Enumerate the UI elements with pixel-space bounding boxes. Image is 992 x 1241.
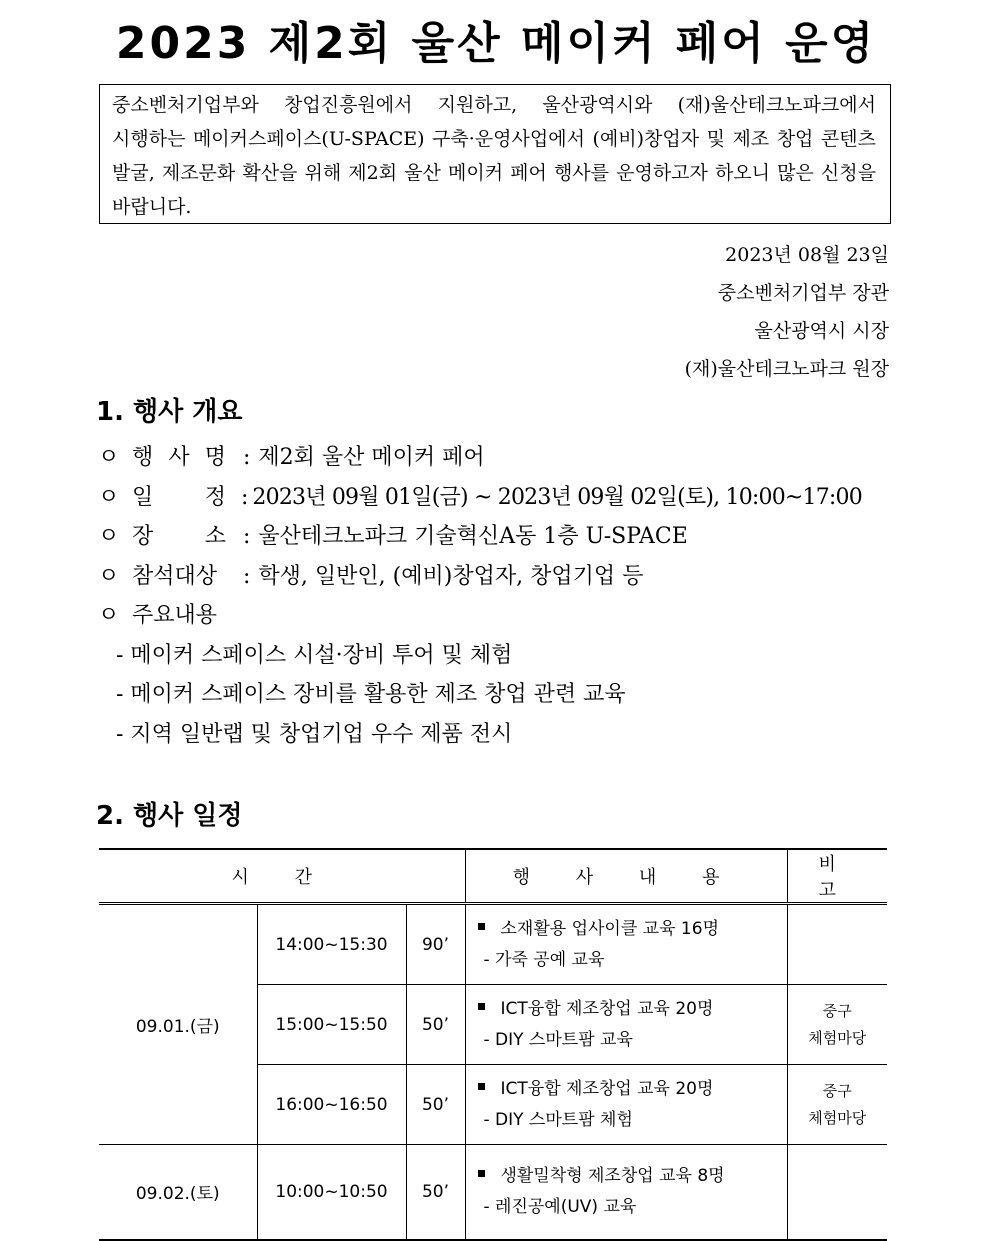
overview-label: [132, 438, 226, 478]
square-bullet-icon: [478, 1083, 485, 1090]
row-content: [465, 1145, 787, 1240]
square-bullet-icon: [478, 923, 485, 930]
overview-subitem: - 지역 일반랩 및 창업기업 우수 제품 전시: [116, 721, 513, 747]
section1-heading: 1. 행사 개요: [96, 397, 243, 427]
label-char: 장: [132, 524, 154, 549]
label-char: 사: [168, 445, 190, 470]
content-detail: - 가죽 공예 교육: [483, 949, 605, 970]
overview-label: [132, 517, 226, 557]
schedule-table: [99, 848, 887, 1241]
intro-text: 중소벤처기업부와 창업진흥원에서 지원하고, 울산광역시와 (재)울산테크노파크에서 시행하는 메이커스페이스(U-SPACE) 구축·운영사업에서 (예비)창업자 및 제조 창업 콘텐츠 발굴, 제조문화 확산을 위해 제2회 울산 메이커 페어 행사를 운영하고자 하오니 많은 신청을 바랍니다.: [112, 94, 876, 218]
overview-separator: :: [243, 524, 251, 549]
label-char: 정: [204, 484, 226, 510]
row-time: 10:00~10:50: [257, 1145, 406, 1240]
content-detail: - DIY 스마트팜 체험: [483, 1109, 633, 1130]
content-title: ICT융합 제조창업 교육 20명: [500, 1078, 714, 1099]
note-line: 중구: [822, 1001, 852, 1020]
overview-item-date: [98, 478, 862, 518]
square-bullet-icon: [478, 1003, 485, 1010]
square-bullet-icon: [478, 1170, 485, 1177]
row-content: [465, 1065, 787, 1145]
row-content: [465, 904, 787, 985]
bullet-icon: ㅇ: [98, 524, 120, 549]
content-title: ICT융합 제조창업 교육 20명: [500, 998, 714, 1019]
document-title: 2023 제2회 울산 메이커 페어 운영: [115, 18, 877, 69]
label-char: 일: [132, 484, 154, 510]
row-time: 14:00~15:30: [257, 904, 406, 985]
overview-value: 2023년 09월 01일(금) ~ 2023년 09월 02일(토), 10:00~17:00: [252, 484, 862, 510]
overview-label: [132, 478, 226, 518]
row-date: 09.01.(금): [99, 904, 257, 1145]
row-duration: 90’: [406, 904, 465, 985]
content-title: 생활밀착형 제조창업 교육 8명: [500, 1165, 725, 1186]
overview-subitem: - 메이커 스페이스 시설·장비 투어 및 체험: [116, 642, 513, 668]
content-title: 소재활용 업사이클 교육 16명: [500, 918, 719, 939]
overview-item-target: [98, 557, 862, 597]
table-row: [99, 904, 887, 985]
label-char: 행: [132, 445, 154, 470]
signature-line: 울산광역시 시장: [754, 320, 889, 342]
note-line: 체험마당: [808, 1028, 867, 1047]
table-header-row: [99, 849, 887, 904]
row-note: [787, 985, 887, 1065]
row-duration: 50’: [406, 1145, 465, 1240]
overview-subitem: - 메이커 스페이스 장비를 활용한 제조 창업 관련 교육: [116, 682, 626, 707]
overview-label: 주요내용: [132, 603, 218, 628]
intro-box: [99, 84, 891, 224]
overview-list: [98, 438, 862, 754]
overview-item-main: [98, 596, 862, 636]
note-line: 중구: [822, 1081, 852, 1100]
content-detail: - DIY 스마트팜 교육: [483, 1029, 633, 1050]
overview-separator: :: [241, 484, 249, 510]
overview-value: 학생, 일반인, (예비)창업자, 창업기업 등: [258, 563, 644, 589]
bullet-icon: ㅇ: [98, 563, 120, 589]
label-char: 명: [204, 445, 226, 470]
header-note: 비 고: [787, 849, 887, 904]
header-content: 행 사 내 용: [465, 849, 787, 904]
row-note: [787, 1145, 887, 1240]
signature-line: (재)울산테크노파크 원장: [684, 358, 889, 380]
overview-value: 울산테크노파크 기술혁신A동 1층 U-SPACE: [258, 524, 688, 549]
overview-separator: :: [243, 445, 251, 470]
row-duration: 50’: [406, 985, 465, 1065]
label-char: 소: [204, 524, 226, 549]
signature-line: 중소벤처기업부 장관: [717, 282, 889, 304]
note-line: 체험마당: [808, 1108, 867, 1127]
bullet-icon: ㅇ: [98, 445, 120, 470]
overview-separator: :: [243, 563, 251, 589]
row-date: 09.02.(토): [99, 1145, 257, 1240]
content-detail: - 레진공예(UV) 교육: [483, 1196, 637, 1217]
row-time: 16:00~16:50: [257, 1065, 406, 1145]
signature-block: [685, 236, 889, 388]
header-time: 시 간: [99, 849, 465, 904]
row-time: 15:00~15:50: [257, 985, 406, 1065]
overview-label: 참석대상: [132, 563, 218, 589]
overview-item-place: [98, 517, 862, 557]
overview-value: 제2회 울산 메이커 페어: [258, 445, 485, 470]
overview-item-name: [98, 438, 862, 478]
row-note: [787, 1065, 887, 1145]
table-row: [99, 1145, 887, 1240]
bullet-icon: ㅇ: [98, 603, 120, 628]
row-duration: 50’: [406, 1065, 465, 1145]
section2-heading: 2. 행사 일정: [96, 801, 243, 831]
signature-date: 2023년 08월 23일: [725, 244, 889, 266]
bullet-icon: ㅇ: [98, 484, 120, 510]
row-content: [465, 985, 787, 1065]
row-note: [787, 904, 887, 985]
